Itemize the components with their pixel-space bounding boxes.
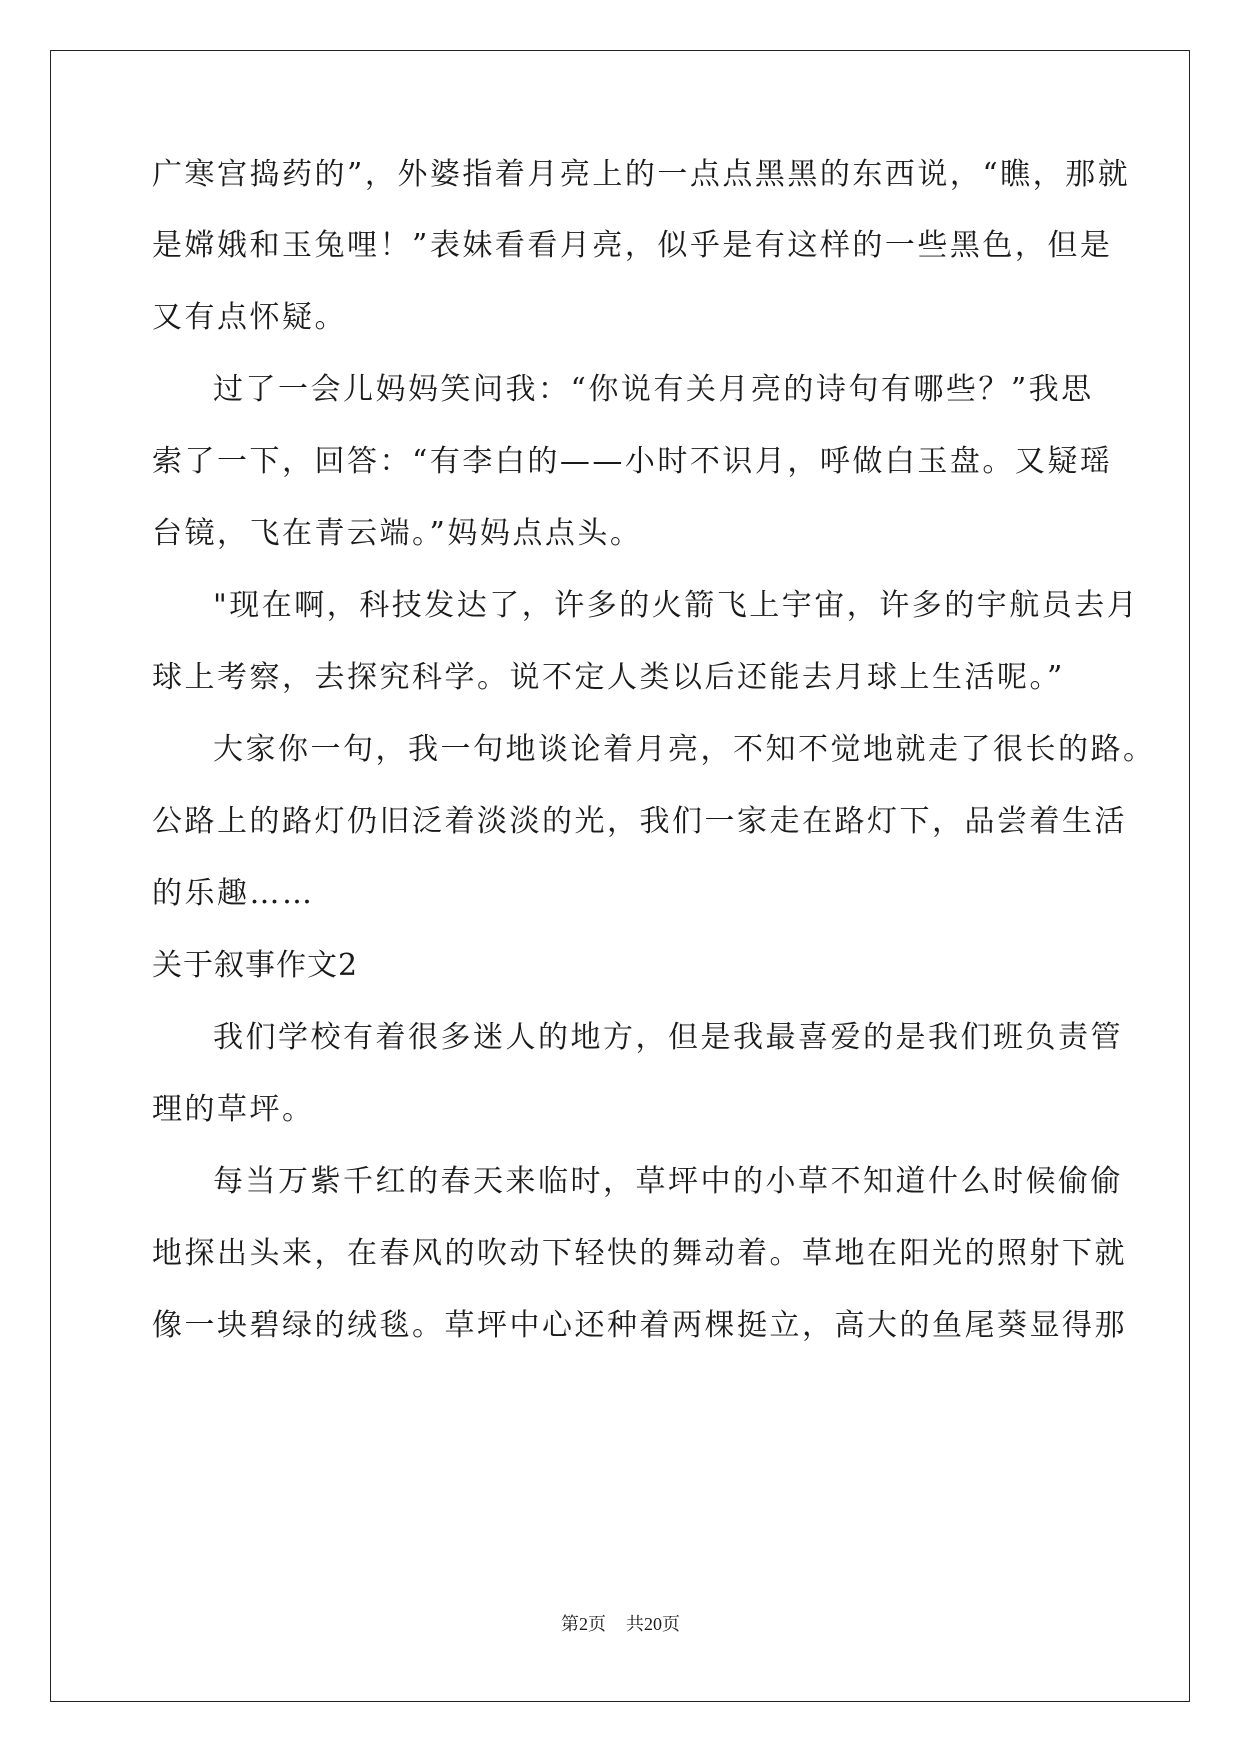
text-line: "现在啊，科技发达了，许多的火箭飞上宇宙，许多的宇航员去月 <box>213 588 1140 623</box>
text-line: 每当万紫千红的春天来临时，草坪中的小草不知道什么时候偷偷 <box>213 1164 1123 1199</box>
text-line: 像一块碧绿的绒毯。草坪中心还种着两棵挺立，高大的鱼尾葵显得那 <box>152 1308 1127 1343</box>
page-total: 共20页 <box>626 1614 680 1634</box>
text-line: 我们学校有着很多迷人的地方，但是我最喜爱的是我们班负责管 <box>213 1020 1123 1055</box>
text-line: 公路上的路灯仍旧泛着淡淡的光，我们一家走在路灯下，品尝着生活 <box>152 804 1127 839</box>
text-line: 索了一下，回答：“有李白的——小时不识月，呼做白玉盘。又疑瑶 <box>152 444 1113 479</box>
section-heading: 关于叙事作文2 <box>152 948 359 983</box>
text-line: 又有点怀疑。 <box>152 300 347 335</box>
text-line: 的乐趣…… <box>152 876 315 911</box>
text-line: 过了一会儿妈妈笑问我：“你说有关月亮的诗句有哪些？”我思 <box>213 372 1094 407</box>
text-line: 台镜，飞在青云端。”妈妈点点头。 <box>152 516 643 551</box>
text-line: 广寒宫捣药的”，外婆指着月亮上的一点点黑黑的东西说，“瞧，那就 <box>152 157 1131 192</box>
text-line: 大家你一句，我一句地谈论着月亮，不知不觉地就走了很长的路。 <box>213 732 1156 767</box>
text-line: 球上考察，去探究科学。说不定人类以后还能去月球上生活呢。” <box>152 660 1065 695</box>
page-footer <box>0 1612 1241 1636</box>
text-line: 是嫦娥和玉兔哩！”表妹看看月亮，似乎是有这样的一些黑色，但是 <box>152 228 1113 263</box>
text-line: 地探出头来，在春风的吹动下轻快的舞动着。草地在阳光的照射下就 <box>152 1236 1127 1271</box>
page-number: 第2页 <box>561 1614 606 1634</box>
text-line: 理的草坪。 <box>152 1092 315 1127</box>
